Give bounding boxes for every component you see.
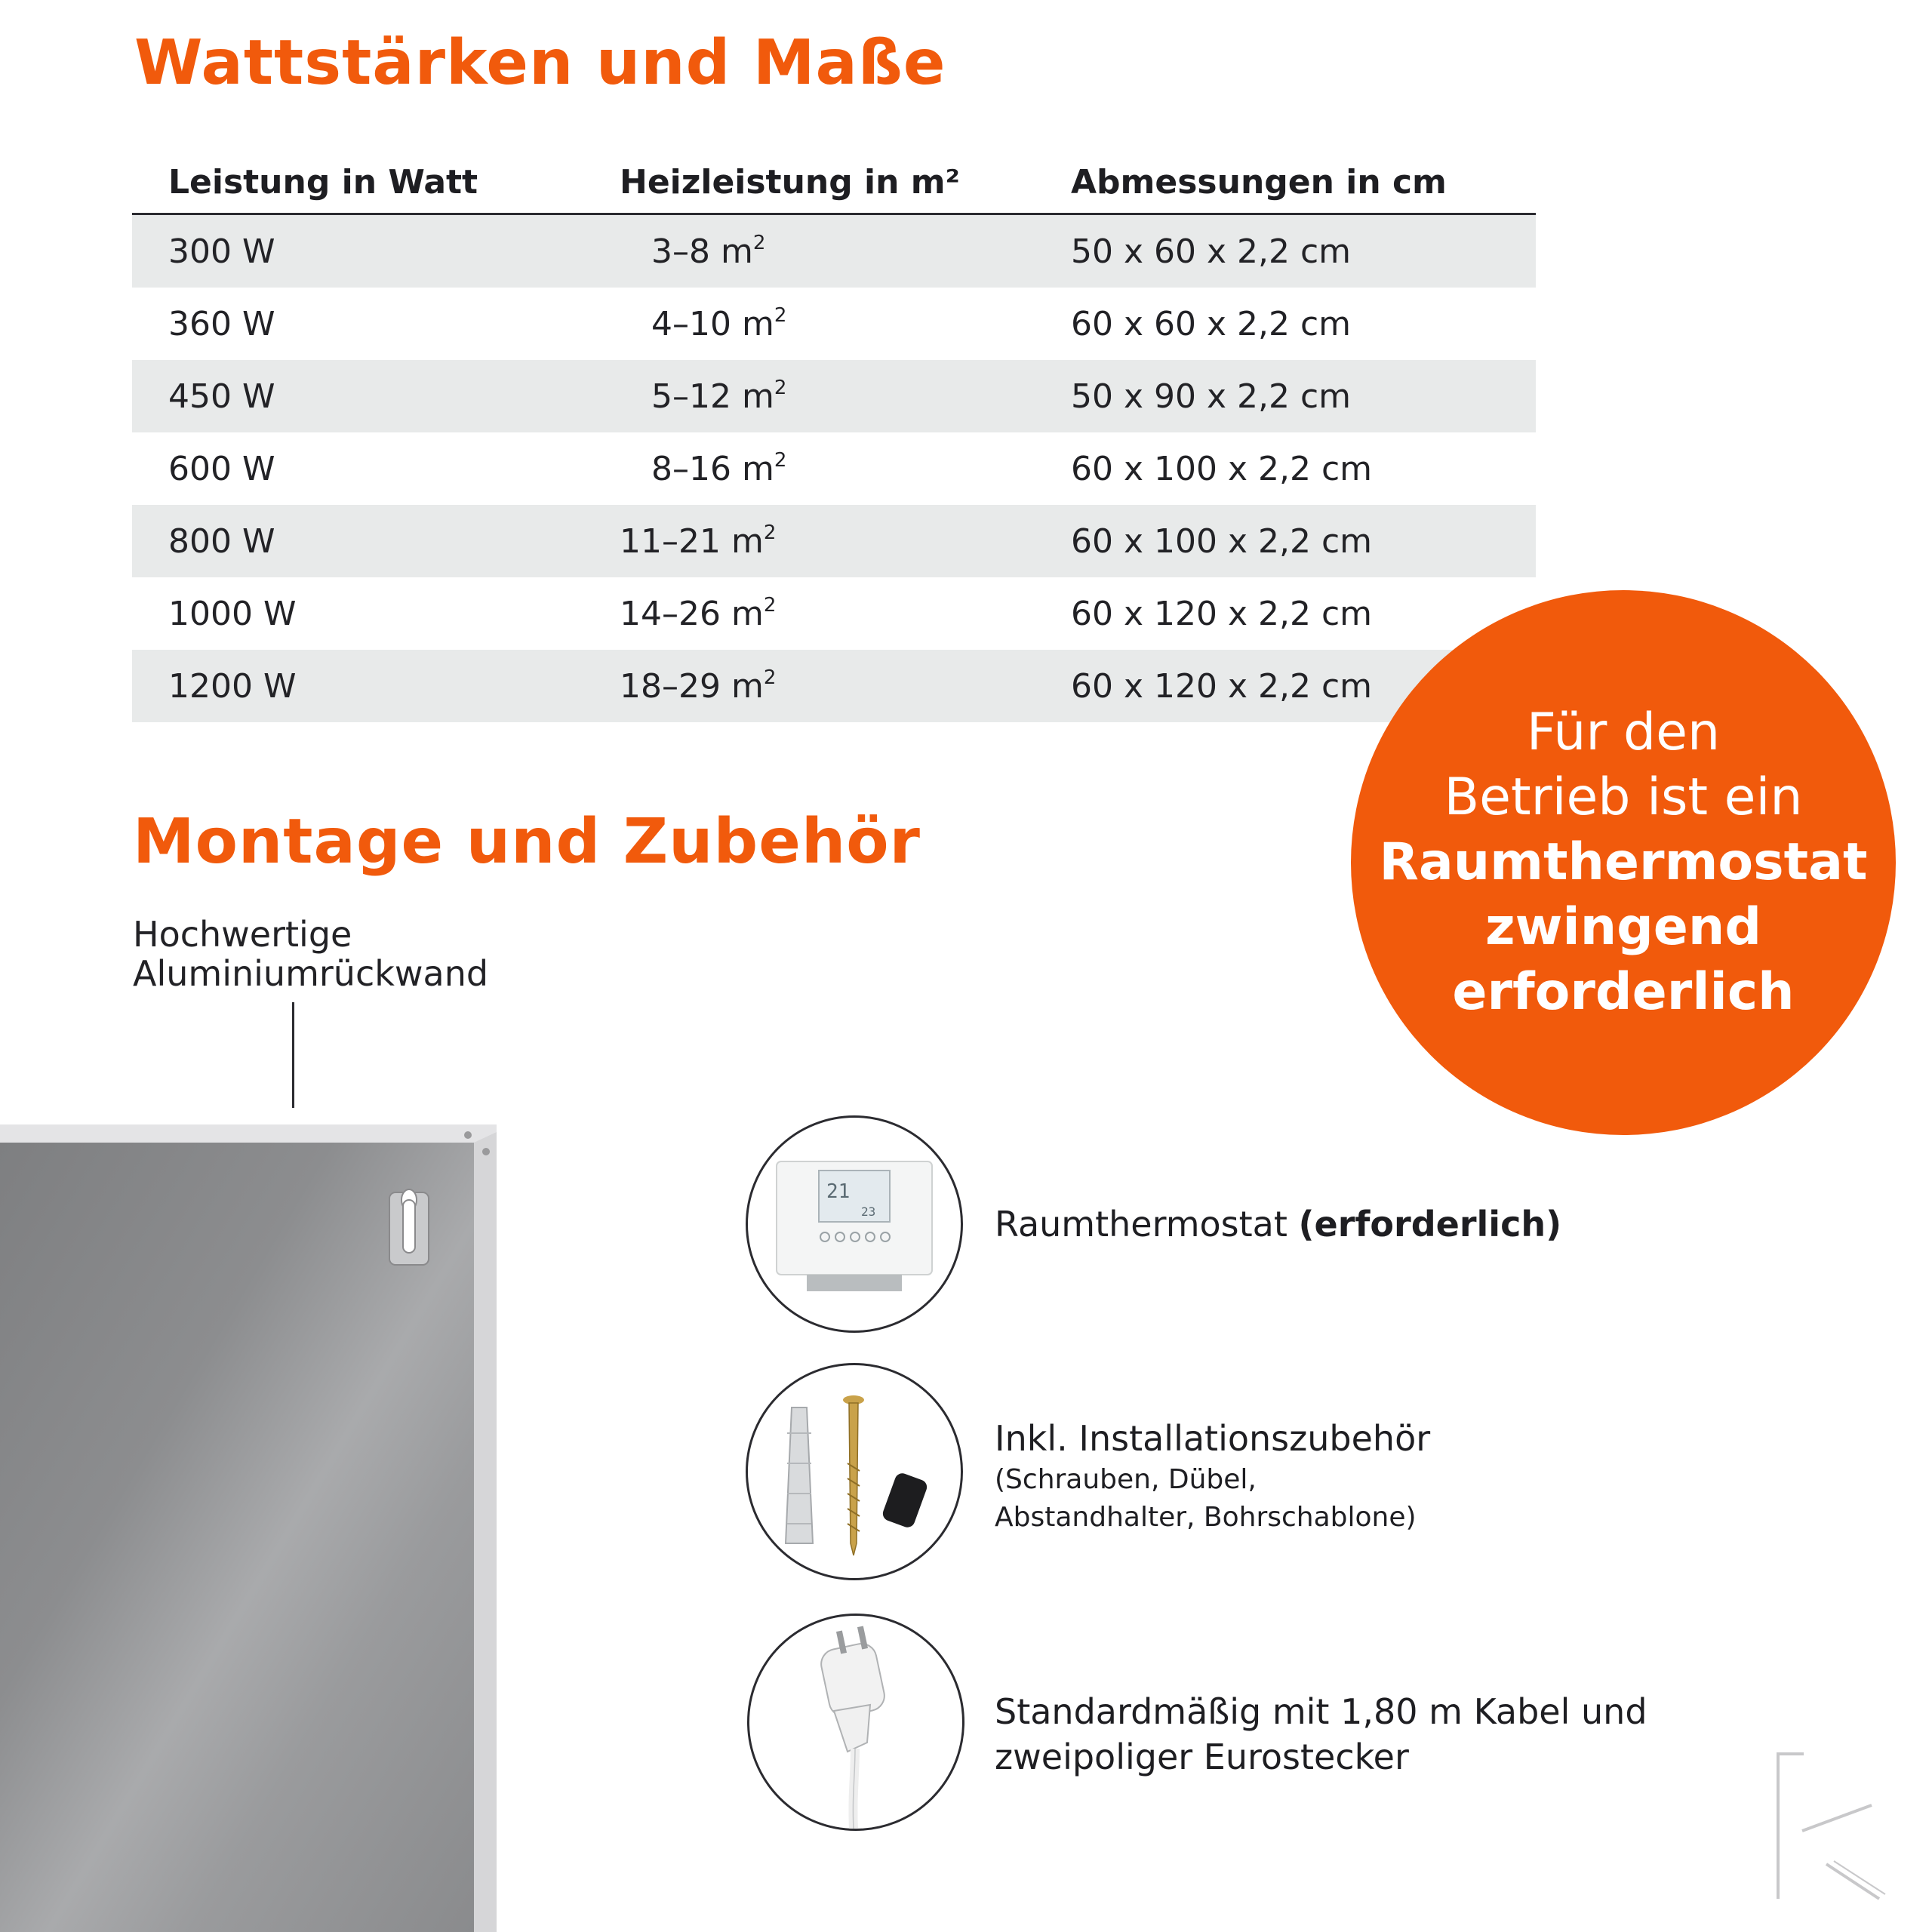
back-panel-label [133,915,488,993]
cell-watt: 360 W [168,304,275,343]
cell-area: 3–8 $m^2$ [583,214,1035,288]
column-header-area: Heizleistung in m² [583,151,1035,214]
column-header-dimensions: Abmessungen in cm [1035,151,1536,214]
cell-area: 14–26 $m^2$ [620,594,777,633]
table-row [132,214,1536,288]
column-header-watt: Leistung in Watt [132,151,583,214]
thermostat-display-top: 21 [826,1180,851,1203]
cell-dimensions: 60 x 100 x 2,2 cm [1035,505,1536,577]
cell-area: 8–16 $m^2$ [651,449,787,488]
cell-area: 18–29 $m^2$ [583,650,1035,722]
cell-watt: 1200 W [132,650,583,722]
heading-wattstaerken: Wattstärken und Maße [134,27,946,99]
cable-description [995,1689,1647,1780]
back-label-line: Aluminiumrückwand [133,953,489,994]
thermostat-required-badge [1351,590,1896,1135]
cell-watt: 800 W [132,505,583,577]
cell-dimensions: 60 x 120 x 2,2 cm [1071,594,1373,633]
cell-watt: 1000 W [168,594,297,633]
cell-dimensions: 50 x 90 x 2,2 cm [1035,360,1536,432]
cell-watt: 450 W [132,360,583,432]
installation-kit-image [746,1363,963,1580]
badge-line-bold: zwingend [1485,897,1761,957]
cell-dimensions: 60 x 60 x 2,2 cm [1071,304,1352,343]
badge-line-bold: Raumthermostat [1379,832,1868,892]
installation-kit-contents-line: (Schrauben, Dübel, [995,1464,1257,1495]
cell-area: 4–10 $m^2$ [651,304,787,343]
brand-logo-icon [1774,1751,1887,1902]
aluminium-back-panel-image [0,1124,498,1932]
installation-kit-label: Inkl. Installationszubehör [995,1418,1431,1459]
cell-area: 11–21 $m^2$ [583,505,1035,577]
cell-area: 5–12 $m^2$ [583,360,1035,432]
table-row [132,288,1536,360]
cable-description-line: zweipoliger Eurostecker [995,1737,1409,1777]
cell-watt: 600 W [168,449,275,488]
table-row [132,577,1536,650]
heading-montage: Montage und Zubehör [133,806,921,878]
table-row [132,432,1536,505]
installation-kit-contents-line: Abstandhalter, Bohrschablone) [995,1502,1417,1533]
thermostat-description [995,1201,1561,1247]
thermostat-required-note: (erforderlich) [1298,1204,1562,1244]
cell-watt: 300 W [132,214,583,288]
badge-line: Für den [1526,703,1721,762]
badge-line-bold: erforderlich [1452,962,1795,1022]
thermostat-image [746,1115,963,1333]
installation-kit-description [995,1416,1430,1537]
table-row [132,360,1536,432]
cable-description-line: Standardmäßig mit 1,80 m Kabel und [995,1691,1647,1732]
thermostat-display-bottom: 23 [861,1204,876,1219]
cell-dimensions: 60 x 120 x 2,2 cm [1035,650,1536,722]
thermostat-label: Raumthermostat [995,1204,1287,1244]
table-row [132,505,1536,577]
specs-table [132,151,1536,722]
back-label-line: Hochwertige [133,914,352,955]
table-row [132,650,1536,722]
euro-plug-image [747,1614,964,1831]
callout-line [292,1002,294,1108]
installation-kit-contents [995,1461,1430,1537]
cell-dimensions: 50 x 60 x 2,2 cm [1035,214,1536,288]
badge-line: Betrieb ist ein [1444,768,1803,827]
cell-dimensions: 60 x 100 x 2,2 cm [1071,449,1373,488]
table-header-row [132,151,1536,214]
